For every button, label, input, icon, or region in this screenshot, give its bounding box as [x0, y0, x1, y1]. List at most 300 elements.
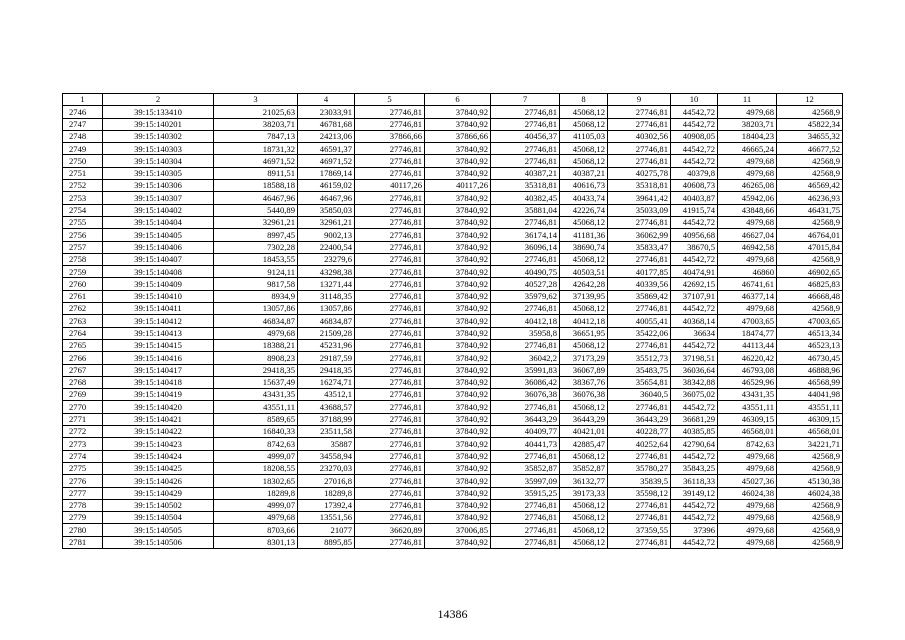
table-cell: 17392,4	[298, 499, 355, 511]
table-cell: 42568,9	[777, 155, 843, 167]
table-cell: 46971,52	[214, 155, 298, 167]
table-cell: 27746,81	[355, 192, 425, 204]
table-cell: 9817,58	[214, 278, 298, 290]
table-cell: 27746,81	[355, 376, 425, 388]
table-cell: 46377,14	[718, 290, 777, 302]
table-cell: 46220,42	[718, 352, 777, 364]
table-cell: 39:15:140201	[103, 118, 214, 130]
table-cell: 39149,12	[671, 487, 718, 499]
table-cell: 27746,81	[491, 512, 560, 524]
table-cell: 46024,38	[777, 487, 843, 499]
table-cell: 22400,54	[298, 241, 355, 253]
table-cell: 39:15:140418	[103, 376, 214, 388]
table-cell: 4979,68	[718, 216, 777, 228]
table-cell: 21025,63	[214, 106, 298, 118]
table-row	[63, 401, 843, 413]
table-cell: 31148,35	[298, 290, 355, 302]
table-cell: 39:15:140504	[103, 512, 214, 524]
table-cell: 36096,14	[491, 241, 560, 253]
table-cell: 37840,92	[425, 143, 491, 155]
table-cell: 2756	[63, 229, 103, 241]
table-cell: 36062,99	[608, 229, 671, 241]
table-cell: 36681,29	[671, 413, 718, 425]
table-cell: 27746,81	[355, 512, 425, 524]
table-cell: 27746,81	[355, 167, 425, 179]
table-row	[63, 389, 843, 401]
table-cell: 41181,36	[560, 229, 608, 241]
table-row	[63, 450, 843, 462]
table-cell: 36040,5	[608, 389, 671, 401]
table-cell: 27746,81	[355, 339, 425, 351]
table-cell: 44542,72	[671, 253, 718, 265]
table-cell: 46467,96	[298, 192, 355, 204]
table-cell: 29418,35	[298, 364, 355, 376]
table-cell: 2757	[63, 241, 103, 253]
table-cell: 18404,23	[718, 130, 777, 142]
table-cell: 46834,87	[298, 315, 355, 327]
table-cell: 46902,65	[777, 266, 843, 278]
table-cell: 35979,62	[491, 290, 560, 302]
table-cell: 46591,37	[298, 143, 355, 155]
table-cell: 40433,74	[560, 192, 608, 204]
table-cell: 36620,89	[355, 524, 425, 536]
table-cell: 40387,21	[560, 167, 608, 179]
table-cell: 4979,68	[718, 524, 777, 536]
table-row	[63, 241, 843, 253]
table-cell: 40385,85	[671, 426, 718, 438]
table-cell: 4979,68	[718, 450, 777, 462]
table-cell: 42790,64	[671, 438, 718, 450]
table-cell: 2760	[63, 278, 103, 290]
table-cell: 39:15:140411	[103, 303, 214, 315]
table-cell: 27746,81	[608, 339, 671, 351]
table-cell: 40368,14	[671, 315, 718, 327]
table-cell: 37866,66	[425, 130, 491, 142]
table-cell: 27746,81	[355, 438, 425, 450]
table-cell: 37840,92	[425, 327, 491, 339]
table-cell: 37198,51	[671, 352, 718, 364]
table-cell: 27746,81	[491, 253, 560, 265]
table-cell: 40228,77	[608, 426, 671, 438]
table-cell: 4979,68	[718, 155, 777, 167]
table-cell: 8742,63	[214, 438, 298, 450]
table-cell: 45068,12	[560, 512, 608, 524]
table-cell: 37840,92	[425, 278, 491, 290]
table-cell: 27746,81	[355, 303, 425, 315]
table-cell: 2772	[63, 426, 103, 438]
table-cell: 2752	[63, 180, 103, 192]
table-cell: 27746,81	[608, 106, 671, 118]
table-row	[63, 290, 843, 302]
table-cell: 18731,32	[214, 143, 298, 155]
table-cell: 27746,81	[491, 339, 560, 351]
table-cell: 34655,32	[777, 130, 843, 142]
table-cell: 44542,72	[671, 536, 718, 548]
table-cell: 44542,72	[671, 401, 718, 413]
table-cell: 46888,96	[777, 364, 843, 376]
table-cell: 7847,13	[214, 130, 298, 142]
table-cell: 37840,92	[425, 352, 491, 364]
table-cell: 46781,68	[298, 118, 355, 130]
table-cell: 37359,55	[608, 524, 671, 536]
table-cell: 2769	[63, 389, 103, 401]
table-cell: 39:15:133410	[103, 106, 214, 118]
table-row	[63, 475, 843, 487]
table-cell: 39:15:140303	[103, 143, 214, 155]
table-row	[63, 216, 843, 228]
table-cell: 39:15:140426	[103, 475, 214, 487]
table-cell: 47015,84	[777, 241, 843, 253]
table-cell: 40409,77	[491, 426, 560, 438]
table-cell: 27746,81	[355, 462, 425, 474]
table-cell: 42568,9	[777, 536, 843, 548]
table-cell: 39:15:140429	[103, 487, 214, 499]
table-cell: 40177,85	[608, 266, 671, 278]
table-cell: 27746,81	[608, 216, 671, 228]
table-cell: 23279,6	[298, 253, 355, 265]
table-cell: 4979,68	[718, 106, 777, 118]
table-cell: 46523,13	[777, 339, 843, 351]
table-cell: 27746,81	[355, 475, 425, 487]
table-cell: 40055,41	[608, 315, 671, 327]
table-cell: 37840,92	[425, 290, 491, 302]
table-cell: 45942,06	[718, 192, 777, 204]
table-cell: 27746,81	[608, 155, 671, 167]
table-cell: 37139,95	[560, 290, 608, 302]
column-header: 1	[63, 94, 103, 106]
table-cell: 39:15:140424	[103, 450, 214, 462]
table-cell: 2776	[63, 475, 103, 487]
table-cell: 37840,92	[425, 376, 491, 388]
table-cell: 27746,81	[608, 536, 671, 548]
table-cell: 44542,72	[671, 118, 718, 130]
table-cell: 27746,81	[355, 401, 425, 413]
table-cell: 46568,99	[777, 376, 843, 388]
column-header: 2	[103, 94, 214, 106]
table-cell: 45068,12	[560, 450, 608, 462]
table-cell: 39:15:140502	[103, 499, 214, 511]
table-cell: 2763	[63, 315, 103, 327]
table-cell: 46568,01	[718, 426, 777, 438]
table-cell: 2762	[63, 303, 103, 315]
table-cell: 38342,88	[671, 376, 718, 388]
column-header: 5	[355, 94, 425, 106]
table-cell: 45822,34	[777, 118, 843, 130]
table-cell: 18588,18	[214, 180, 298, 192]
table-cell: 46834,87	[214, 315, 298, 327]
table-cell: 17869,14	[298, 167, 355, 179]
table-row	[63, 462, 843, 474]
table-cell: 35318,81	[491, 180, 560, 192]
table-cell: 37840,92	[425, 315, 491, 327]
table-cell: 36443,29	[608, 413, 671, 425]
table-cell: 7302,28	[214, 241, 298, 253]
table-cell: 45068,12	[560, 118, 608, 130]
table-cell: 39:15:140408	[103, 266, 214, 278]
table-cell: 40387,21	[491, 167, 560, 179]
table-cell: 13271,44	[298, 278, 355, 290]
table-cell: 40117,26	[355, 180, 425, 192]
table-cell: 46793,08	[718, 364, 777, 376]
table-row	[63, 499, 843, 511]
data-table	[62, 93, 843, 549]
table-cell: 36036,64	[671, 364, 718, 376]
table-cell: 4979,68	[718, 536, 777, 548]
table-cell: 35881,04	[491, 204, 560, 216]
header-row	[63, 94, 843, 106]
table-cell: 40117,26	[425, 180, 491, 192]
table-cell: 39:15:140425	[103, 462, 214, 474]
table-cell: 36634	[671, 327, 718, 339]
table-row	[63, 229, 843, 241]
table-cell: 39:15:140422	[103, 426, 214, 438]
table-cell: 37840,92	[425, 204, 491, 216]
table-cell: 8589,65	[214, 413, 298, 425]
column-header: 4	[298, 94, 355, 106]
table-cell: 32961,21	[298, 216, 355, 228]
table-cell: 2773	[63, 438, 103, 450]
table-cell: 4999,07	[214, 499, 298, 511]
table-cell: 40421,01	[560, 426, 608, 438]
table-cell: 27746,81	[608, 512, 671, 524]
table-cell: 37396	[671, 524, 718, 536]
table-cell: 37840,92	[425, 487, 491, 499]
table-row	[63, 339, 843, 351]
table-cell: 45068,12	[560, 216, 608, 228]
table-body	[63, 106, 843, 549]
table-cell: 8934,9	[214, 290, 298, 302]
table-cell: 27746,81	[491, 401, 560, 413]
table-cell: 43551,11	[718, 401, 777, 413]
table-cell: 40252,64	[608, 438, 671, 450]
table-cell: 27746,81	[355, 364, 425, 376]
table-cell: 46431,75	[777, 204, 843, 216]
table-cell: 35033,09	[608, 204, 671, 216]
table-row	[63, 130, 843, 142]
table-cell: 47003,65	[718, 315, 777, 327]
table-cell: 39:15:140506	[103, 536, 214, 548]
table-cell: 27746,81	[355, 327, 425, 339]
table-cell: 35422,06	[608, 327, 671, 339]
table-cell: 18302,65	[214, 475, 298, 487]
table-cell: 45068,12	[560, 155, 608, 167]
table-cell: 43688,57	[298, 401, 355, 413]
table-cell: 39:15:140415	[103, 339, 214, 351]
table-row	[63, 438, 843, 450]
table-cell: 39:15:140407	[103, 253, 214, 265]
table-row	[63, 192, 843, 204]
table-cell: 45068,12	[560, 253, 608, 265]
table-cell: 27746,81	[355, 426, 425, 438]
table-cell: 35852,87	[491, 462, 560, 474]
table-cell: 46741,61	[718, 278, 777, 290]
table-cell: 29187,59	[298, 352, 355, 364]
column-header: 6	[425, 94, 491, 106]
table-cell: 46860	[718, 266, 777, 278]
table-cell: 42568,9	[777, 167, 843, 179]
table-cell: 32961,21	[214, 216, 298, 228]
table-cell: 39:15:140417	[103, 364, 214, 376]
table-cell: 4979,68	[718, 167, 777, 179]
table-cell: 39:15:140305	[103, 167, 214, 179]
table-row	[63, 278, 843, 290]
table-cell: 47003,65	[777, 315, 843, 327]
table-cell: 4979,68	[718, 253, 777, 265]
table-cell: 35483,75	[608, 364, 671, 376]
table-cell: 43848,66	[718, 204, 777, 216]
table-cell: 9002,13	[298, 229, 355, 241]
table-cell: 18208,55	[214, 462, 298, 474]
table-cell: 36076,38	[491, 389, 560, 401]
table-cell: 39:15:140304	[103, 155, 214, 167]
table-cell: 27746,81	[355, 241, 425, 253]
table-row	[63, 352, 843, 364]
table-cell: 37006,85	[425, 524, 491, 536]
table-cell: 37840,92	[425, 253, 491, 265]
table-cell: 46825,83	[777, 278, 843, 290]
table-cell: 37840,92	[425, 475, 491, 487]
table-row	[63, 303, 843, 315]
table-cell: 18289,8	[214, 487, 298, 499]
table-cell: 27746,81	[355, 536, 425, 548]
table-cell: 34558,94	[298, 450, 355, 462]
table-row	[63, 327, 843, 339]
table-row	[63, 413, 843, 425]
table-cell: 42568,9	[777, 450, 843, 462]
table-cell: 2780	[63, 524, 103, 536]
table-cell: 43431,35	[718, 389, 777, 401]
table-cell: 8895,85	[298, 536, 355, 548]
table-cell: 27746,81	[355, 106, 425, 118]
table-cell: 27746,81	[355, 389, 425, 401]
table-cell: 41915,74	[671, 204, 718, 216]
table-cell: 35833,47	[608, 241, 671, 253]
table-cell: 2777	[63, 487, 103, 499]
table-cell: 36075,02	[671, 389, 718, 401]
table-cell: 42568,9	[777, 253, 843, 265]
table-cell: 2759	[63, 266, 103, 278]
table-row	[63, 204, 843, 216]
table-cell: 46265,08	[718, 180, 777, 192]
table-cell: 39:15:140421	[103, 413, 214, 425]
table-cell: 44542,72	[671, 303, 718, 315]
table-cell: 27746,81	[491, 499, 560, 511]
table-cell: 8703,66	[214, 524, 298, 536]
table-cell: 39:15:140412	[103, 315, 214, 327]
table-cell: 2751	[63, 167, 103, 179]
table-cell: 2753	[63, 192, 103, 204]
table-cell: 39:15:140307	[103, 192, 214, 204]
table-cell: 4979,68	[214, 327, 298, 339]
table-cell: 37840,92	[425, 192, 491, 204]
table-cell: 27746,81	[608, 253, 671, 265]
table-cell: 43551,11	[777, 401, 843, 413]
table-cell: 44113,44	[718, 339, 777, 351]
table-cell: 35997,09	[491, 475, 560, 487]
table-cell: 37188,99	[298, 413, 355, 425]
table-cell: 37840,92	[425, 413, 491, 425]
table-cell: 40379,8	[671, 167, 718, 179]
table-cell: 18289,8	[298, 487, 355, 499]
table-cell: 27746,81	[355, 487, 425, 499]
table-cell: 36443,29	[560, 413, 608, 425]
table-cell: 45130,38	[777, 475, 843, 487]
table-cell: 27746,81	[355, 143, 425, 155]
table-row	[63, 118, 843, 130]
table-cell: 46236,93	[777, 192, 843, 204]
table-cell: 40403,87	[671, 192, 718, 204]
table-cell: 44542,72	[671, 106, 718, 118]
table-cell: 23270,03	[298, 462, 355, 474]
table-cell: 39:15:140402	[103, 204, 214, 216]
table-cell: 39:15:140409	[103, 278, 214, 290]
table-cell: 2770	[63, 401, 103, 413]
table-cell: 27746,81	[491, 524, 560, 536]
table-cell: 21077	[298, 524, 355, 536]
table-cell: 40456,37	[491, 130, 560, 142]
table-cell: 40503,51	[560, 266, 608, 278]
table-cell: 37840,92	[425, 229, 491, 241]
table-cell: 37840,92	[425, 339, 491, 351]
column-header: 7	[491, 94, 560, 106]
table-cell: 43512,1	[298, 389, 355, 401]
table-cell: 27746,81	[355, 499, 425, 511]
table-cell: 44542,72	[671, 339, 718, 351]
table-cell: 45068,12	[560, 106, 608, 118]
table-cell: 46024,38	[718, 487, 777, 499]
table-cell: 46568,01	[777, 426, 843, 438]
table-cell: 44542,72	[671, 216, 718, 228]
table-cell: 44542,72	[671, 499, 718, 511]
table-cell: 27746,81	[355, 266, 425, 278]
table-cell: 37840,92	[425, 401, 491, 413]
table-cell: 45068,12	[560, 524, 608, 536]
table-cell: 40302,56	[608, 130, 671, 142]
table-cell: 2750	[63, 155, 103, 167]
table-cell: 40382,45	[491, 192, 560, 204]
table-cell: 29418,35	[214, 364, 298, 376]
table-cell: 27746,81	[355, 118, 425, 130]
table-cell: 39:15:140406	[103, 241, 214, 253]
table-cell: 37840,92	[425, 303, 491, 315]
table-cell: 8997,45	[214, 229, 298, 241]
table-cell: 39:15:140413	[103, 327, 214, 339]
table-cell: 40339,56	[608, 278, 671, 290]
table-cell: 2781	[63, 536, 103, 548]
table-cell: 40474,91	[671, 266, 718, 278]
table-cell: 27746,81	[355, 204, 425, 216]
table-cell: 42568,9	[777, 499, 843, 511]
table-cell: 39:15:140419	[103, 389, 214, 401]
table-cell: 40275,78	[608, 167, 671, 179]
table-cell: 27746,81	[608, 450, 671, 462]
table-cell: 42568,9	[777, 106, 843, 118]
table-cell: 4979,68	[718, 303, 777, 315]
table-cell: 37840,92	[425, 106, 491, 118]
table-cell: 8742,63	[718, 438, 777, 450]
table-cell: 36132,77	[560, 475, 608, 487]
table-cell: 18388,21	[214, 339, 298, 351]
table-cell: 40608,73	[671, 180, 718, 192]
table-cell: 27746,81	[355, 216, 425, 228]
table-cell: 46569,42	[777, 180, 843, 192]
table-cell: 38367,76	[560, 376, 608, 388]
column-header: 9	[608, 94, 671, 106]
table-cell: 2767	[63, 364, 103, 376]
table-cell: 37840,92	[425, 266, 491, 278]
table-cell: 38690,74	[560, 241, 608, 253]
table-cell: 35512,73	[608, 352, 671, 364]
